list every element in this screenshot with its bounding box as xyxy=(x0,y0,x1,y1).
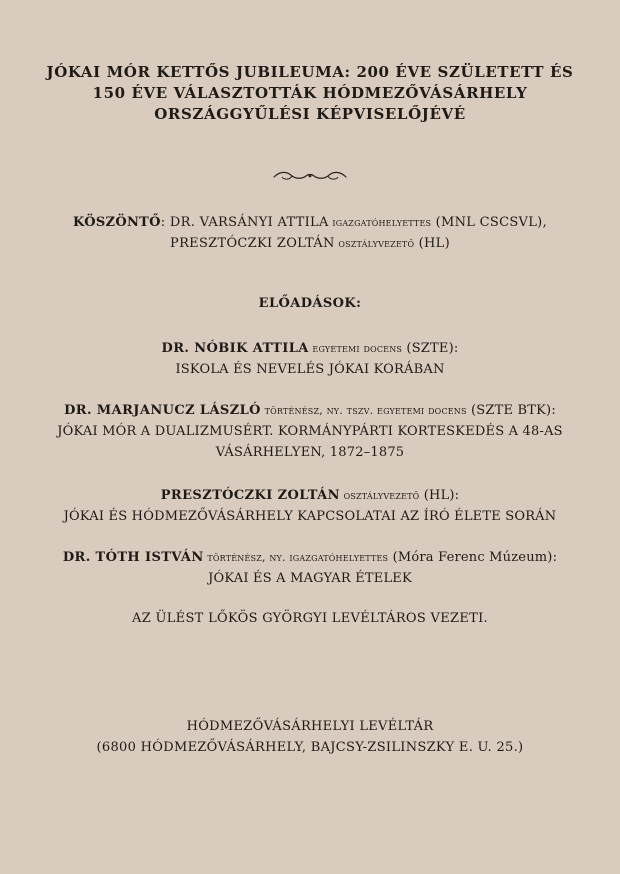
lecture-role: egyetemi docens xyxy=(308,342,403,355)
lecture-topic: JÓKAI MÓR A DUALIZMUSÉRT. KORMÁNYPÁRTI KORTESKEDÉS A 48-AS VÁSÁRHELYEN, 1872–1875 xyxy=(57,424,563,460)
greeting-section xyxy=(28,212,592,254)
greeting-speaker-2: PRESZTÓCZKI ZOLTÁN xyxy=(170,236,335,251)
lecture-affiliation: (HL): xyxy=(419,488,460,503)
lecture-role: osztályvezető xyxy=(339,489,420,502)
lecture-item xyxy=(18,338,602,380)
lecture-item xyxy=(18,485,602,527)
lectures-heading: ELŐADÁSOK: xyxy=(258,296,362,311)
lecture-topic: JÓKAI ÉS HÓDMEZŐVÁSÁRHELY KAPCSOLATAI AZ ÍRÓ ÉLETE SORÁN xyxy=(63,509,557,524)
venue-block xyxy=(0,716,620,758)
greeting-label: KÖSZÖNTŐ xyxy=(73,215,161,230)
lecture-speaker: DR. NÓBIK ATTILA xyxy=(161,341,309,356)
greeting-role-2: osztályvezető xyxy=(334,237,415,250)
lecture-speaker-line xyxy=(18,338,602,359)
venue-name: HÓDMEZŐVÁSÁRHELYI LEVÉLTÁR xyxy=(186,719,434,734)
lecture-affiliation: (Móra Ferenc Múzeum): xyxy=(388,550,558,565)
greeting-institution-1: (MNL CSCSVL), xyxy=(431,215,547,230)
venue-address: (6800 HÓDMEZŐVÁSÁRHELY, BAJCSY-ZSILINSZKY E. U. 25.) xyxy=(96,740,524,755)
lecture-speaker-line xyxy=(18,547,602,568)
greeting-separator: : xyxy=(160,215,170,230)
lecture-speaker: DR. TÓTH ISTVÁN xyxy=(62,550,204,565)
event-title: JÓKAI MÓR KETTŐS JUBILEUMA: 200 ÉVE SZÜLETETT ÉS 150 ÉVE VÁLASZTOTTÁK HÓDMEZŐVÁSÁRHELY ORSZÁGGYŰLÉSI KÉPVISELŐJÉVÉ xyxy=(46,63,574,123)
lecture-item xyxy=(18,547,602,589)
lecture-speaker: PRESZTÓCZKI ZOLTÁN xyxy=(160,488,340,503)
lecture-role: történész, ny. igazgatóhelyettes xyxy=(203,551,389,564)
greeting-line-2 xyxy=(28,233,592,254)
lecture-topic: ISKOLA ÉS NEVELÉS JÓKAI KORÁBAN xyxy=(175,362,445,377)
lecture-affiliation: (SZTE BTK): xyxy=(466,403,556,418)
session-chair: AZ ÜLÉST LŐKÖS GYÖRGYI LEVÉLTÁROS VEZETI. xyxy=(132,611,488,626)
greeting-role-1: igazgatóhelyettes xyxy=(328,216,432,229)
lecture-role: történész, ny. tszv. egyetemi docens xyxy=(260,404,467,417)
lecture-speaker-line xyxy=(18,485,602,506)
lecture-speaker: DR. MARJANUCZ LÁSZLÓ xyxy=(64,403,261,418)
greeting-line-1 xyxy=(28,212,592,233)
lecture-speaker-line xyxy=(18,400,602,421)
decorative-flourish-icon xyxy=(272,169,348,183)
lecture-affiliation: (SZTE): xyxy=(402,341,459,356)
greeting-speaker-1: DR. VARSÁNYI ATTILA xyxy=(169,215,329,230)
lecture-item xyxy=(18,400,602,463)
lecture-topic: JÓKAI ÉS A MAGYAR ÉTELEK xyxy=(208,571,412,586)
greeting-institution-2: (HL) xyxy=(414,236,450,251)
